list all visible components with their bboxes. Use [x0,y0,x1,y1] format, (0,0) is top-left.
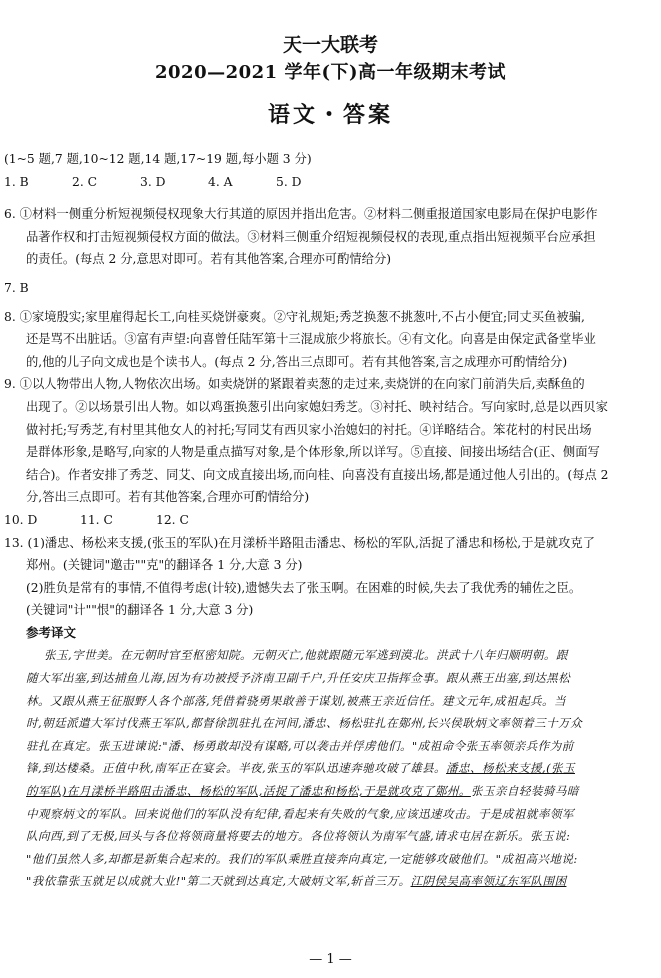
translation-text: 张玉亲自轻装骑马暗 [470,784,579,799]
q6-line: 6. ①材料一侧重分析短视频侵权现象大行其道的原因并指出危害。②材料二侧重报道国家电影局在保护电影作 [4,207,598,222]
q13-line: (2)胜负是常有的事情,不值得考虑(计较),遗憾失去了张玉啊。在困难的时候,失去了我优秀的辅佐之臣。 [26,580,582,595]
translation-line: 中观察炳文的军队。回来说他们的军队没有纪律,看起来有失败的气象,应该迅速攻击。于是成祖就率领军 [26,806,574,821]
translation-line [4,780,654,803]
page-number: — 1 — [309,952,352,967]
q9-line: 是群体形象,是略写,向家的人物是重点描写对象,是个体形象,所以详写。⑤直接、间接出场结合(正、侧面写 [26,445,600,460]
q7-answer: 7. B [4,280,29,295]
answer-item: 1. B [4,174,29,189]
answers-10-12-row [4,509,654,532]
underlined-translation: 潘忠、杨松来支援,(张玉 [446,761,575,776]
answer-body [4,148,654,893]
q6-line: 品著作权和打击短视频侵权方面的做法。③材料三侧重介绍短视频侵权的表现,重点指出短视频平台应承担 [26,229,596,244]
q6-line: 的责任。(每点 2 分,意思对即可。若有其他答案,合理亦可酌情给分) [26,252,392,267]
underlined-translation: 江阴侯吴高率领辽东军队围困 [410,874,567,889]
q9-line: 9. ①以人物带出人物,人物依次出场。如卖烧饼的紧跟着卖葱的走过来,卖烧饼的在向家门前消失后,卖酥鱼的 [4,377,585,392]
underlined-translation: 的军队)在月漾桥半路阻击潘忠、杨松的军队,活捉了潘忠和杨松,于是就攻克了鄚州。 [26,784,471,799]
q9-line: 结合)。作者安排了秀芝、同艾、向文成直接出场,而向桂、向喜没有直接出场,都是通过他人引出的。(每点 2 [26,467,609,482]
exam-name-title: 2020—2021 学年(下)高一年级期末考试 [155,62,506,83]
translation-line: 驻扎在真定。张玉进谏说:"潘、杨勇敢却没有谋略,可以袭击并俘虏他们。"成祖命令张玉率领亲兵作为前 [26,738,574,753]
score-note: (1~5 题,7 题,10~12 题,14 题,17~19 题,每小题 3 分) [4,152,312,166]
translation-line [4,757,654,780]
q8-line: 的,他的儿子向文成也是个读书人。(每点 2 分,答出三点即可。若有其他答案,言之成理亦可酌情给分) [26,354,568,369]
q9-line: 分,答出三点即可。若有其他答案,合理亦可酌情给分) [26,490,310,505]
subject-title: 语文・答案 [267,102,393,128]
translation-line: 林。又跟从燕王征服野人各个部落,凭借着骁勇果敢善于谋划,被燕王亲近信任。建文元年,成祖起兵。当 [26,693,566,708]
q8-line: 还是骂不出脏话。③富有声望:向喜曾任陆军第十三混成旅少将旅长。④有文化。向喜是由保定武备堂毕业 [26,332,596,347]
translation-line: 随大军出塞,到达捕鱼儿海,因为有功被授予济南卫副千户,升任安庆卫指挥佥事。跟从燕王出塞,到达黑松 [26,671,571,686]
answers-1-5-row [4,171,654,194]
translation-line: 张玉,字世美。在元朝时官至枢密知院。元朝灭亡,他就跟随元军逃到漠北。洪武十八年归顺明朝。跟 [44,648,568,663]
q9-line: 出现了。②以场景引出人物。如以鸡蛋换葱引出向家媳妇秀芝。③衬托、映衬结合。写向家时,总是以西贝家 [26,399,608,414]
q13-line: 郑州。(关键词"邀击""克"的翻译各 1 分,大意 3 分) [26,558,303,573]
answer-item: 2. C [72,174,98,189]
q9-line: 做衬托;写秀芝,有村里其他女人的衬托;写同艾有西贝家小治媳妇的衬托。④详略结合。笨花村的村民出场 [26,422,592,437]
translation-text: 锋,到达楼桑。正值中秋,南军正在宴会。半夜,张玉的军队迅速奔驰攻破了雄县。 [26,761,447,776]
q13-line: (关键词"计""恨"的翻译各 1 分,大意 3 分) [26,603,254,618]
q13-line: 13. (1)潘忠、杨松来支援,(张玉的军队)在月漾桥半路阻击潘忠、杨松的军队,活捉了潘忠和杨松,于是就攻克了 [4,535,595,550]
answer-item: 12. C [156,512,189,527]
answer-item: 4. A [208,174,233,189]
reference-translation-title: 参考译文 [26,624,77,640]
answer-item: 10. D [4,512,38,527]
answer-item: 11. C [80,512,113,527]
translation-line: "他们虽然人多,却都是新集合起来的。我们的军队乘胜直接奔向真定,一定能够攻破他们。"成祖高兴地说: [26,851,578,866]
translation-line: 时,朝廷派遣大军讨伐燕王军队,都督徐凯驻扎在河间,潘忠、杨松驻扎在鄚州,长兴侯耿炳文率领着三十万众 [26,716,583,731]
answer-item: 5. D [276,174,302,189]
answer-item: 3. D [140,174,166,189]
exam-org-title: 天一大联考 [282,34,378,56]
translation-line [4,870,654,893]
q8-line: 8. ①家境殷实;家里雇得起长工,向桂买烧饼豪爽。②守礼规矩;秀芝换葱不挑葱叶,不占小便宜;同丈买鱼被骗, [4,309,585,324]
translation-line: 队向西,到了无极,回头与各位将领商量将要去的地方。各位将领认为南军气盛,请求屯居在新乐。张玉说: [26,829,571,844]
translation-text: "我依靠张玉就足以成就大业!"第二天就到达真定,大破炳文军,斩首三万。 [26,874,411,889]
